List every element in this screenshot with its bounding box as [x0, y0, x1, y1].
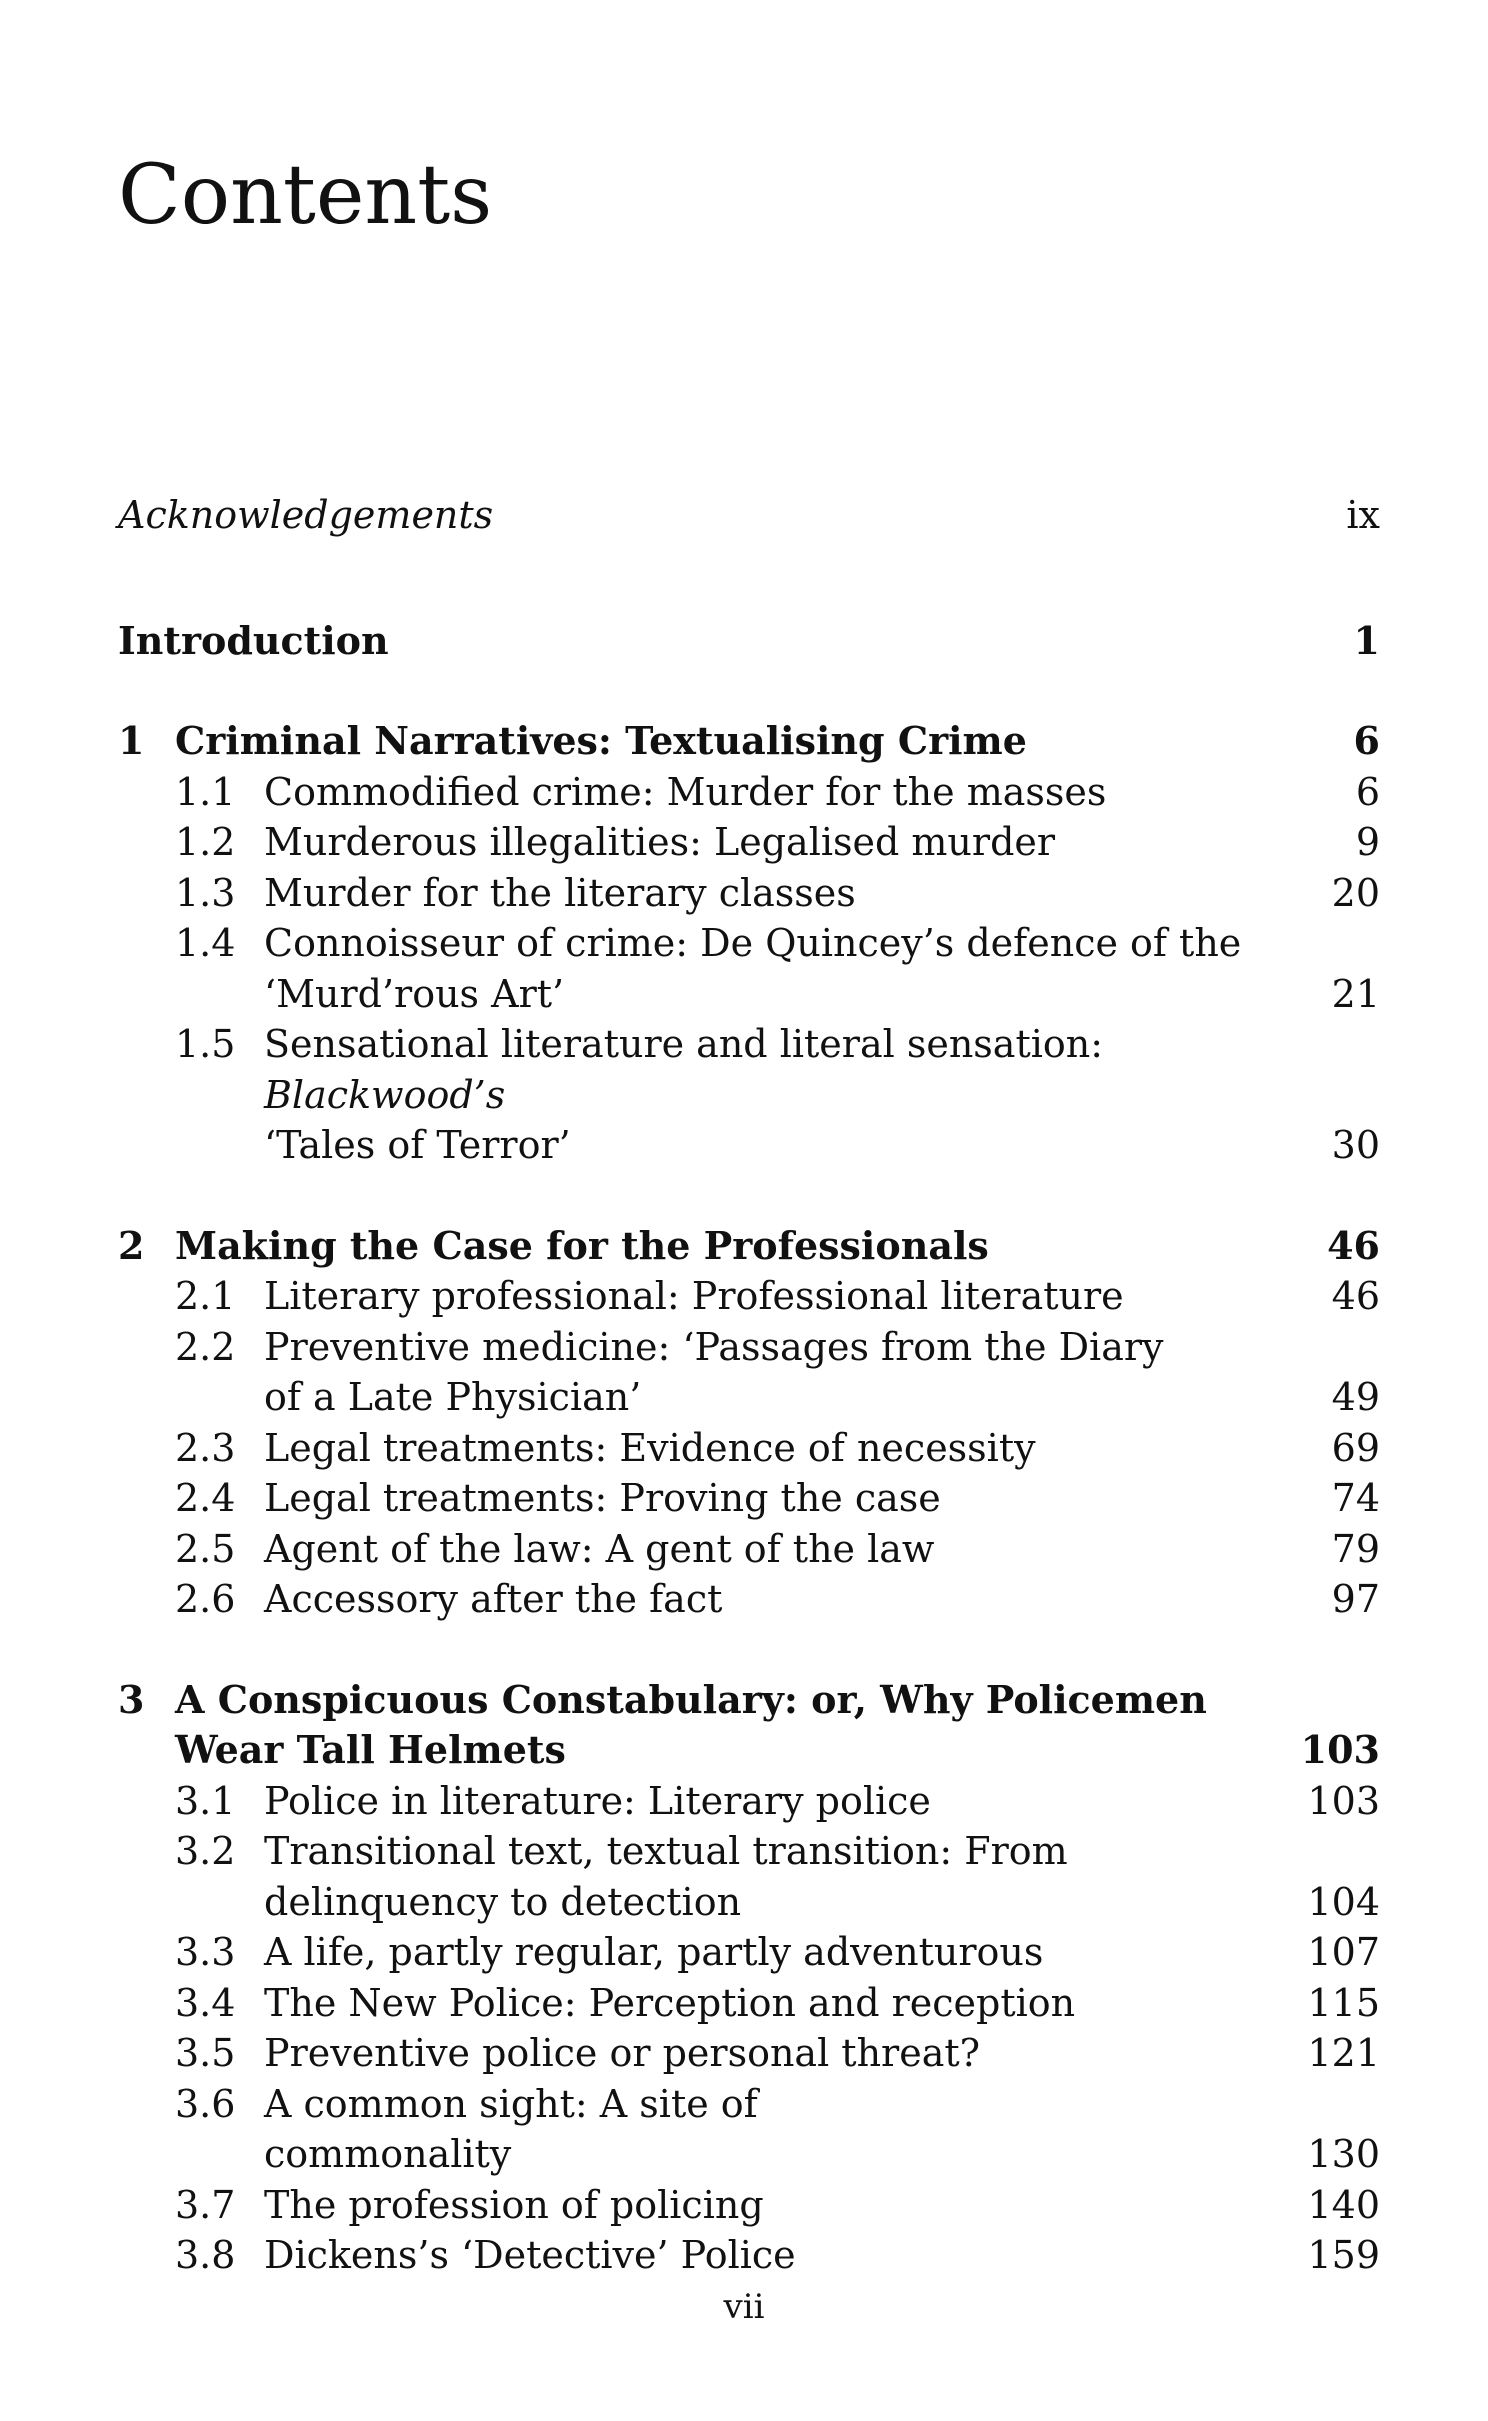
page-number: 79 [1331, 1526, 1380, 1571]
section-title-line: Sensational literature and literal sensation: [264, 1022, 1104, 1066]
page-number: 107 [1307, 1930, 1380, 1974]
toc-section-2-3[interactable] [118, 1423, 1380, 1474]
section-title-italic: Blackwood’s [264, 1072, 506, 1117]
section-number: 3.4 [175, 1980, 236, 2025]
page-folio: vii [723, 2287, 765, 2327]
page-number: 30 [1331, 1123, 1380, 1167]
section-title-line: delinquency to detection [264, 1879, 742, 1924]
chapter-number: 2 [118, 1222, 145, 1268]
toc-section-1-2[interactable] [118, 817, 1380, 868]
section-title: Murderous illegalities: Legalised murder [264, 820, 1056, 864]
toc-section-3-6[interactable] [118, 2079, 1380, 2180]
toc-section-3-5[interactable] [118, 2028, 1380, 2079]
chapter-title [175, 1675, 1250, 1776]
chapter-title-line: A Conspicuous Constabulary: or, Why Policemen [175, 1676, 1207, 1722]
section-title [264, 918, 1250, 1019]
toc-chapter-2[interactable] [118, 1221, 1380, 1272]
toc-section-3-3[interactable] [118, 1927, 1380, 1978]
chapter-number: 3 [118, 1676, 145, 1722]
page-number: 103 [1307, 1778, 1380, 1823]
toc-section-3-7[interactable] [118, 2180, 1380, 2231]
chapter-title: Making the Case for the Professionals [175, 1222, 989, 1268]
section-title: The New Police: Perception and reception [264, 1980, 1076, 2025]
section-number: 3.6 [175, 2081, 236, 2126]
chapter-title: Criminal Narratives: Textualising Crime [175, 718, 1027, 763]
section-title: A life, partly regular, partly adventurous [264, 1930, 1044, 1974]
section-title: Police in literature: Literary police [264, 1778, 931, 1823]
section-number: 2.3 [175, 1425, 236, 1470]
section-number: 3.8 [175, 2233, 236, 2277]
table-of-contents [118, 490, 1380, 2281]
section-number: 2.2 [175, 1324, 236, 1369]
toc-section-2-4[interactable] [118, 1473, 1380, 1524]
section-title-line: Preventive medicine: ‘Passages from the Diary [264, 1324, 1164, 1369]
section-title: Literary professional: Professional literature [264, 1274, 1124, 1318]
section-number: 2.1 [175, 1274, 236, 1318]
page-number: 6 [1353, 718, 1380, 763]
section-title: Dickens’s ‘Detective’ Police [264, 2233, 796, 2277]
section-title: Accessory after the fact [264, 1577, 723, 1621]
entry-title: Acknowledgements [118, 493, 494, 537]
page-number: 69 [1331, 1425, 1380, 1470]
toc-entry-acknowledgements[interactable] [118, 490, 1380, 541]
toc-section-2-6[interactable] [118, 1574, 1380, 1625]
toc-section-3-1[interactable] [118, 1776, 1380, 1827]
toc-section-2-2[interactable] [118, 1322, 1380, 1423]
section-number: 1.2 [175, 820, 236, 864]
page-number: 1 [1353, 617, 1380, 663]
section-number: 2.5 [175, 1526, 236, 1571]
page-number: ix [1346, 493, 1380, 537]
toc-chapter-1[interactable] [118, 716, 1380, 767]
section-number: 1.5 [175, 1022, 236, 1066]
section-title-line: ‘Murd’rous Art’ [264, 971, 565, 1016]
page-number: 6 [1355, 769, 1380, 814]
toc-section-1-5[interactable] [118, 1019, 1380, 1171]
section-title [264, 1019, 1250, 1171]
section-title [264, 1322, 1250, 1423]
page-number: 121 [1307, 2031, 1380, 2075]
page-number: 74 [1331, 1476, 1380, 1520]
section-title-line: ‘Tales of Terror’ [264, 1123, 571, 1167]
section-number: 3.2 [175, 1829, 236, 1873]
section-number: 3.1 [175, 1778, 236, 1823]
section-title-line: Transitional text, textual transition: From [264, 1829, 1068, 1873]
section-title: Commodified crime: Murder for the masses [264, 769, 1107, 814]
section-title [264, 1826, 1250, 1927]
section-number: 2.6 [175, 1577, 236, 1621]
chapter-title-line: Wear Tall Helmets [175, 1727, 566, 1772]
page-number: 130 [1307, 2132, 1380, 2176]
section-title: The profession of policing [264, 2182, 764, 2227]
section-number: 3.5 [175, 2031, 236, 2075]
page-number: 20 [1331, 870, 1380, 915]
section-title [264, 2079, 1250, 2180]
toc-section-2-1[interactable] [118, 1271, 1380, 1322]
section-title-line: A common sight: A site of [264, 2081, 758, 2126]
page-number: 49 [1331, 1375, 1380, 1419]
section-number: 3.7 [175, 2182, 236, 2227]
section-number: 2.4 [175, 1476, 236, 1520]
page-number: 9 [1355, 820, 1380, 864]
entry-title: Introduction [118, 617, 389, 663]
page-number: 104 [1307, 1879, 1380, 1924]
page-number: 46 [1331, 1274, 1380, 1318]
chapter-number: 1 [118, 718, 145, 763]
section-title: Legal treatments: Evidence of necessity [264, 1425, 1036, 1470]
page-number: 159 [1307, 2233, 1380, 2277]
section-number: 1.3 [175, 870, 236, 915]
page-number: 115 [1307, 1980, 1380, 2025]
toc-section-2-5[interactable] [118, 1524, 1380, 1575]
page-title: Contents [118, 148, 493, 243]
toc-section-1-4[interactable] [118, 918, 1380, 1019]
toc-section-1-3[interactable] [118, 868, 1380, 919]
section-title: Legal treatments: Proving the case [264, 1476, 941, 1520]
toc-entry-introduction[interactable] [118, 616, 1380, 667]
page-number: 140 [1307, 2182, 1380, 2227]
toc-chapter-3[interactable] [118, 1675, 1380, 1776]
toc-section-1-1[interactable] [118, 767, 1380, 818]
section-title: Preventive police or personal threat? [264, 2031, 981, 2075]
section-title-line: Connoisseur of crime: De Quincey’s defence of the [264, 921, 1242, 965]
section-title: Murder for the literary classes [264, 870, 856, 915]
toc-section-3-8[interactable] [118, 2230, 1380, 2281]
toc-section-3-4[interactable] [118, 1978, 1380, 2029]
toc-section-3-2[interactable] [118, 1826, 1380, 1927]
section-number: 3.3 [175, 1930, 236, 1974]
page-number: 103 [1300, 1727, 1380, 1772]
section-title: Agent of the law: A gent of the law [264, 1526, 935, 1571]
section-number: 1.4 [175, 921, 236, 965]
section-title-line: commonality [264, 2132, 512, 2176]
section-title-line: of a Late Physician’ [264, 1375, 642, 1419]
page-number: 97 [1331, 1577, 1380, 1621]
section-number: 1.1 [175, 769, 236, 814]
page-number: 21 [1331, 971, 1380, 1016]
page-number: 46 [1327, 1222, 1380, 1268]
